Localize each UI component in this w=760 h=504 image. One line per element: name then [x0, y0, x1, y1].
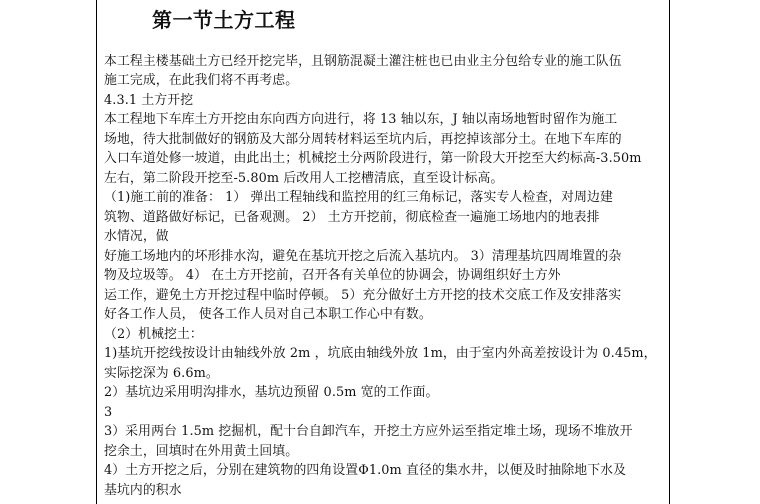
- subsection-heading: 4.3.1 土方开挖: [104, 92, 194, 108]
- section-title: 第一节土方工程: [152, 8, 296, 32]
- body-line: 好施工场地内的坏形排水沟，避免在基坑开挖之后流入基坑内。 3）清理基坑四周堆置的杂: [104, 248, 622, 264]
- subsection-heading: （2）机械挖土：: [104, 326, 203, 342]
- body-line: 场地，待大批制做好的钢筋及大部分周转材料运至坑内后，再挖掉该部分土。在地下车库的: [104, 131, 622, 147]
- body-line: 1)基坑开挖线按设计由轴线外放 2m ，坑底由轴线外放 1m，由于室内外高差按设计为 0.45m，: [104, 346, 657, 362]
- body-line: 本工程主楼基础土方已经开挖完毕，且钢筋混凝土灌注桩也已由业主分包给专业的施工队伍: [104, 54, 622, 69]
- body-line: （1)施工前的准备： 1） 弹出工程轴线和监控用的红三角标记，落实专人检查，对周边建: [104, 190, 613, 206]
- body-line: 施工完成，在此我们将不再考虑。: [104, 73, 299, 89]
- body-line: 3）采用两台 1.5m 挖掘机，配十台自卸汽车，开挖土方应外运至指定堆土场，现场不堆放开: [104, 424, 633, 440]
- body-line: 实际挖深为 6.6m。: [104, 365, 219, 381]
- body-line: 基坑内的积水: [104, 482, 182, 498]
- body-line: 好各工作人员， 使各工作人员对自己本职工作心中有数。: [104, 307, 432, 323]
- body-line: 3: [104, 404, 113, 420]
- body-line: 本工程地下车库土方开挖由东向西方向进行，将 13 轴以东，J 轴以南场地暂时留作为施工: [104, 112, 618, 128]
- body-line: 入口车道处修一坡道，由此出土；机械挖土分两阶段进行，第一阶段大开挖至大约标高-3.50m: [104, 151, 642, 167]
- body-line: 运工作，避免土方开挖过程中临时停顿。 5）充分做好土方开挖的技术交底工作及安排落实: [104, 287, 622, 303]
- body-line: 2）基坑边采用明沟排水，基坑边预留 0.5m 宽的工作面。: [104, 385, 439, 401]
- left-margin-line: [96, 0, 97, 504]
- body-line: 左右，第二阶段开挖至-5.80m 后改用人工挖槽清底，直至设计标高。: [104, 170, 504, 186]
- body-line: 水情况，做: [104, 229, 169, 245]
- body-line: 物及垃圾等。 4） 在土方开挖前，召开各有关单位的协调会，协调组织好土方外: [104, 268, 561, 284]
- body-line: 4）土方开挖之后，分别在建筑物的四角设置Φ1.0m 直径的集水井，以便及时抽除地下水及: [104, 463, 627, 479]
- body-line: 挖余土，回填时在外用黄土回填。: [104, 443, 299, 459]
- right-margin-line: [669, 0, 670, 504]
- body-line: 筑物、道路做好标记，已备观测。 2） 土方开挖前，彻底检查一遍施工场地内的地表排: [104, 209, 600, 225]
